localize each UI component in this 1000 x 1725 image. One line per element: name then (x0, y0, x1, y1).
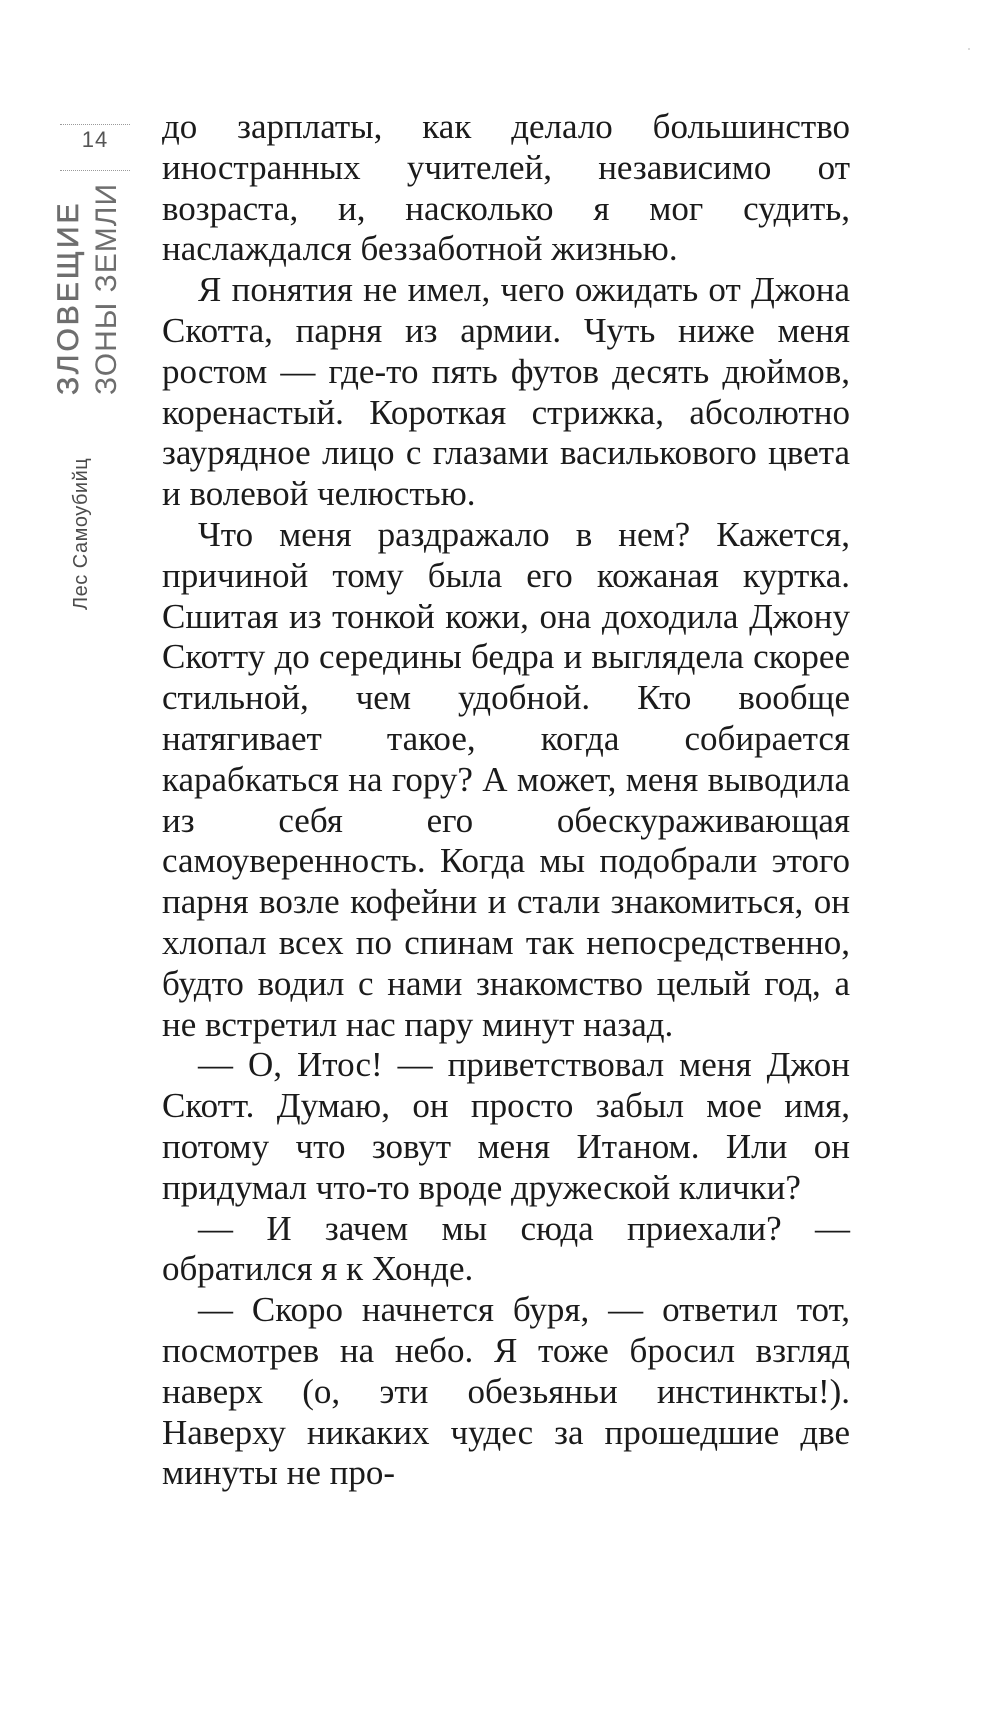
page-number: 14 (81, 127, 109, 152)
header-rule-bottom (60, 170, 130, 171)
series-title-line1: ЗЛОВЕЩИЕ (52, 200, 85, 395)
main-text (162, 107, 850, 1494)
header-rule-top (60, 124, 130, 125)
series-title-line2: ЗОНЫ ЗЕМЛИ (90, 182, 123, 395)
paragraph-dialogue: — О, Итос! — приветствовал меня Джон Скотт. Думаю, он просто забыл мое имя, потому что зовут меня Итаном. Или он придумал что-то вроде дружеской клички? (162, 1045, 850, 1207)
paragraph-dialogue: — Скоро начнется буря, — ответил тот, посмотрев на небо. Я тоже бросил взгляд наверх (о, эти обезьяньи инстинкты!). Наверху никаких чудес за прошедшие две минуты не про- (162, 1290, 850, 1493)
paragraph: Я понятия не имел, чего ожидать от Джона Скотта, парня из армии. Чуть ниже меня ростом — где-то пять футов десять дюймов, коренастый. Короткая стрижка, абсолютно заурядное лицо с глазами василькового цвета и волевой челюстью. (162, 270, 850, 514)
scan-speck (968, 48, 970, 50)
chapter-author-title: Лес Самоубийц (70, 457, 92, 610)
paragraph-dialogue: — И зачем мы сюда приехали? — обратился я к Хонде. (162, 1208, 850, 1289)
paragraph: Что меня раздражало в нем? Кажется, причиной тому была его кожаная куртка. Сшитая из тонкой кожи, она доходила Джону Скотту до середины бедра и выглядела скорее стильной, чем удобной. Кто вообще натягивает такое, когда собирается карабкаться на гору? А может, меня выводила из себя его обескураживающая самоуверенность. Когда мы подобрали этого парня возле кофейни и стали знакомиться, он хлопал всех по спинам так непосредственно, будто водил с нами знакомство целый год, а не встретил нас пару минут назад. (162, 514, 850, 1044)
paragraph-continuation: до зарплаты, как делало большинство иностранных учителей, независимо от возраста, и, насколько я мог судить, наслаждался беззаботной жизнью. (162, 107, 850, 269)
